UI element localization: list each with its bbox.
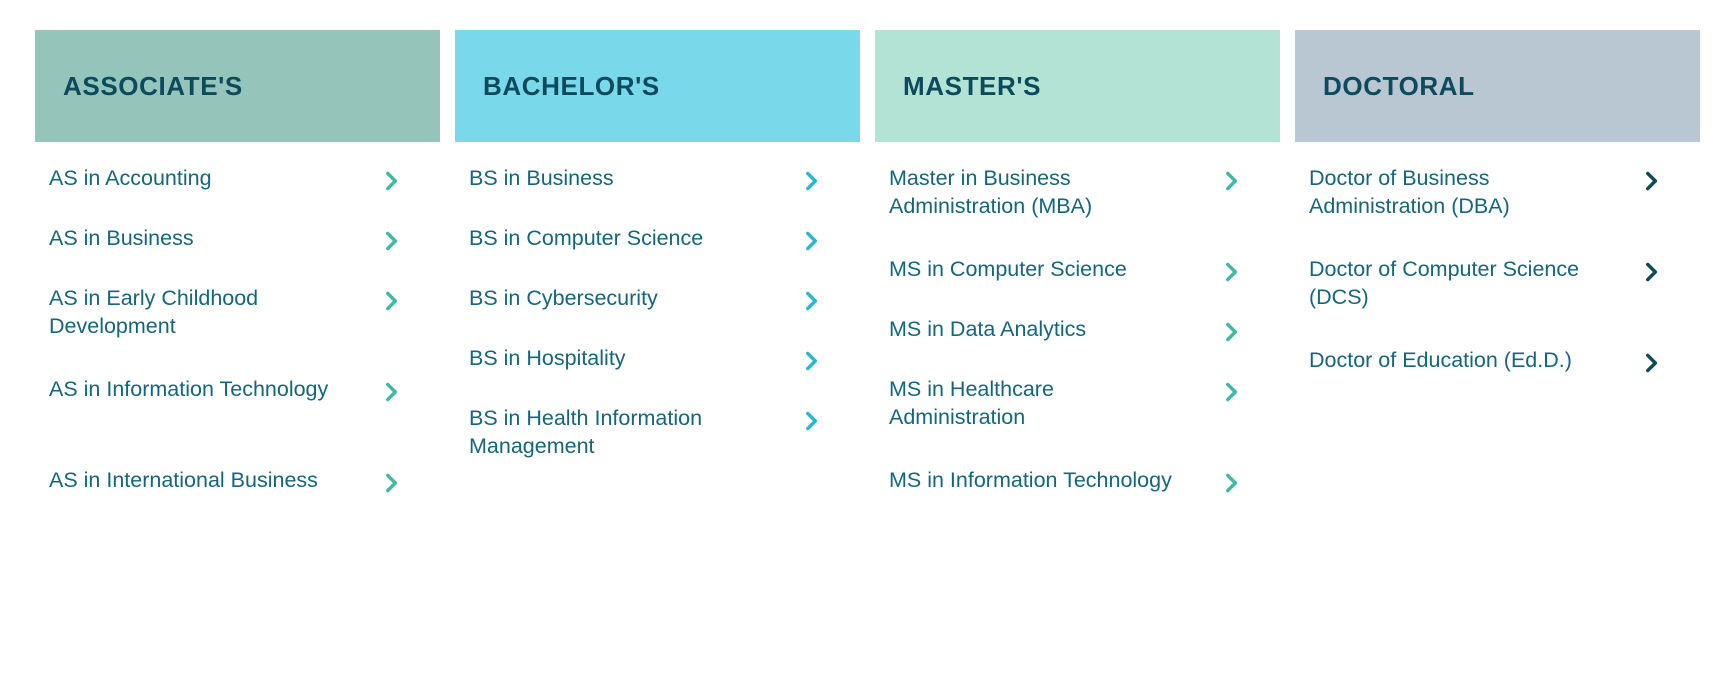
degree-link[interactable]	[1295, 164, 1700, 243]
degree-link[interactable]	[35, 224, 440, 274]
chevron-right-icon	[1638, 259, 1664, 285]
degree-column	[1295, 30, 1700, 557]
degree-link[interactable]	[455, 164, 860, 214]
degree-link[interactable]	[455, 224, 860, 274]
degree-link[interactable]	[1295, 346, 1700, 425]
degree-link[interactable]	[35, 164, 440, 214]
chevron-right-icon	[1218, 379, 1244, 405]
chevron-right-icon	[1218, 259, 1244, 285]
degree-link[interactable]	[875, 164, 1280, 243]
degree-link-label: AS in International Business	[49, 468, 318, 492]
degree-link-label: BS in Cybersecurity	[469, 286, 658, 310]
column-header	[1295, 30, 1700, 142]
degree-link-label: BS in Business	[469, 166, 614, 190]
column-header	[455, 30, 860, 142]
degree-link-label: BS in Health Information Management	[469, 406, 703, 459]
chevron-right-icon	[1218, 319, 1244, 345]
degree-column	[35, 30, 440, 557]
chevron-right-icon	[1638, 168, 1664, 194]
degree-link[interactable]	[875, 466, 1280, 545]
chevron-right-icon	[798, 408, 824, 434]
degree-link-label: AS in Information Technology	[49, 377, 329, 401]
chevron-right-icon	[1218, 168, 1244, 194]
degree-link-label: AS in Business	[49, 226, 194, 250]
degree-list	[455, 142, 860, 495]
degree-column	[875, 30, 1280, 557]
column-header	[875, 30, 1280, 142]
chevron-right-icon	[798, 288, 824, 314]
degree-link-label: AS in Accounting	[49, 166, 212, 190]
degree-link-label: MS in Healthcare Administration	[889, 377, 1054, 430]
degree-link-label: BS in Hospitality	[469, 346, 626, 370]
column-header-label: BACHELOR'S	[483, 70, 660, 101]
degree-link-label: AS in Early Childhood Development	[49, 286, 259, 339]
degree-link-label: MS in Information Technology	[889, 468, 1172, 492]
degree-link[interactable]	[875, 255, 1280, 305]
degree-link[interactable]	[875, 375, 1280, 454]
degree-link[interactable]	[35, 375, 440, 454]
chevron-right-icon	[378, 228, 404, 254]
degree-link[interactable]	[455, 404, 860, 483]
degree-link[interactable]	[455, 284, 860, 334]
chevron-right-icon	[798, 348, 824, 374]
degree-link-label: BS in Computer Science	[469, 226, 704, 250]
degree-link[interactable]	[35, 466, 440, 545]
degree-list	[1295, 142, 1700, 437]
degree-link-label: MS in Computer Science	[889, 257, 1127, 281]
degree-link[interactable]	[35, 284, 440, 363]
degree-list	[875, 142, 1280, 557]
chevron-right-icon	[378, 168, 404, 194]
chevron-right-icon	[798, 228, 824, 254]
degree-link-label: Master in Business Administration (MBA)	[889, 166, 1093, 219]
degree-column	[455, 30, 860, 557]
chevron-right-icon	[1218, 470, 1244, 496]
chevron-right-icon	[1638, 350, 1664, 376]
chevron-right-icon	[378, 379, 404, 405]
degree-link[interactable]	[875, 315, 1280, 365]
degree-link-label: Doctor of Education (Ed.D.)	[1309, 348, 1572, 372]
column-header-label: DOCTORAL	[1323, 70, 1475, 101]
degree-link[interactable]	[1295, 255, 1700, 334]
degree-link-label: Doctor of Computer Science (DCS)	[1309, 257, 1580, 310]
degree-link-label: Doctor of Business Administration (DBA)	[1309, 166, 1510, 219]
column-header-label: ASSOCIATE'S	[63, 70, 243, 101]
chevron-right-icon	[378, 288, 404, 314]
degree-list	[35, 142, 440, 557]
degree-link[interactable]	[455, 344, 860, 394]
chevron-right-icon	[798, 168, 824, 194]
column-header-label: MASTER'S	[903, 70, 1042, 101]
degree-link-label: MS in Data Analytics	[889, 317, 1087, 341]
chevron-right-icon	[378, 470, 404, 496]
column-header	[35, 30, 440, 142]
